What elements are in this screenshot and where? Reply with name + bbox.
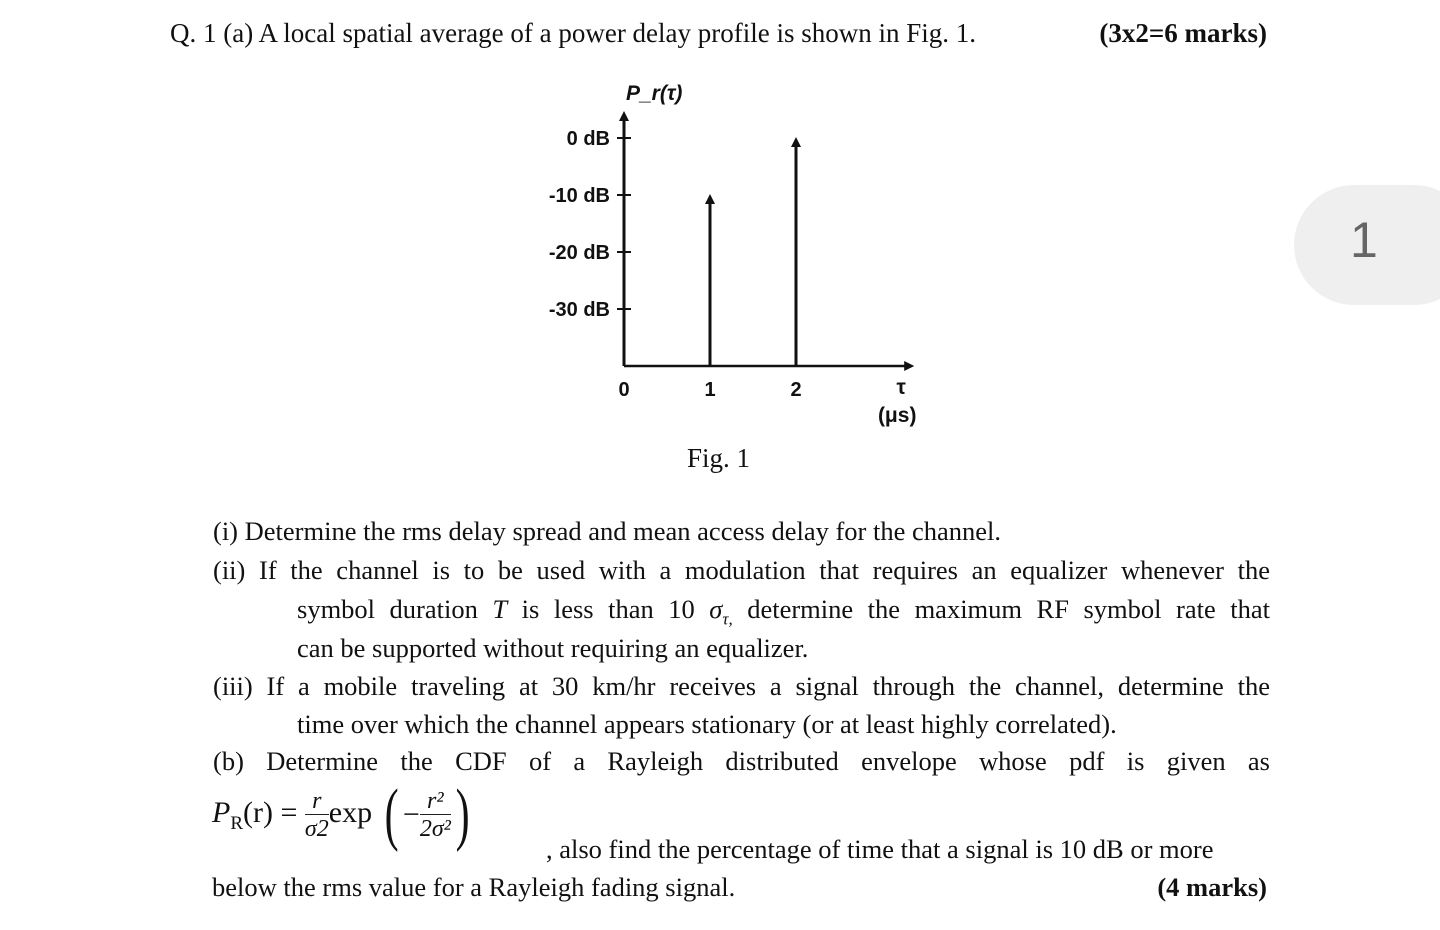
y-tick-label: -20 dB xyxy=(548,242,610,264)
formula-fraction: $\frac{r}{\sigma 2}$ xyxy=(304,787,329,842)
sigma-symbol: σ xyxy=(709,594,723,624)
x-tick-label: 1 xyxy=(704,379,716,401)
formula-sub-R: R xyxy=(230,812,244,834)
question-marks: (3x2=6 marks) xyxy=(1099,18,1267,48)
y-tick-label: -30 dB xyxy=(548,299,610,321)
x-axis-unit: (μs) xyxy=(877,404,917,427)
part-ii-text-b: is less than 10 xyxy=(507,594,710,624)
formula-minus: − xyxy=(402,798,420,831)
page-number-badge xyxy=(1294,185,1440,305)
part-ii-line1: (ii) If the channel is to be used with a modulation that requires an equalizer whenever the xyxy=(213,555,1270,585)
part-iii-line1: (iii) If a mobile traveling at 30 km/hr receives a signal through the channel, determine the xyxy=(213,671,1270,701)
formula-P: P xyxy=(212,795,231,829)
part-ii-text-a: symbol duration xyxy=(297,594,493,624)
formula-left-paren: ( xyxy=(384,776,399,853)
power-delay-profile-chart xyxy=(520,70,940,440)
part-ii-text-c: determine the maximum RF symbol rate that xyxy=(732,594,1270,624)
part-b-line3: below the rms value for a Rayleigh fading signal. xyxy=(212,872,736,902)
formula-exp: exp xyxy=(328,795,373,829)
rayleigh-pdf-formula xyxy=(212,776,474,860)
question-title: Q. 1 (a) A local spatial average of a power delay profile is shown in Fig. 1. xyxy=(170,18,977,48)
formula-inner-fraction: $\frac{\text{r²}}{\text{2σ²}}$ xyxy=(419,787,451,842)
x-tick-label: 0 xyxy=(618,379,630,401)
y-tick-label: 0 dB xyxy=(566,128,610,150)
part-b-line2: , also find the percentage of time that a signal is 10 dB or more xyxy=(546,834,1214,864)
part-b-line1: (b) Determine the CDF of a Rayleigh distributed envelope whose pdf is given as xyxy=(213,746,1270,776)
x-axis-label: τ xyxy=(896,376,906,399)
part-ii-line3: can be supported without requiring an equalizer. xyxy=(297,633,809,663)
symbol-T: T xyxy=(492,594,508,624)
y-tick-label: -10 dB xyxy=(548,185,610,207)
x-tick-label: 2 xyxy=(790,379,802,401)
formula-arg: (r) = xyxy=(243,795,298,829)
y-axis-label: P_r(τ) xyxy=(626,82,683,105)
figure-caption: Fig. 1 xyxy=(687,443,751,473)
part-iii-line2: time over which the channel appears stationary (or at least highly correlated). xyxy=(297,709,1117,739)
page-number: 1 xyxy=(1350,212,1378,268)
part-i: (i) Determine the rms delay spread and mean access delay for the channel. xyxy=(213,516,1002,546)
formula-right-paren: ) xyxy=(455,776,470,853)
part-b-marks: (4 marks) xyxy=(1157,872,1267,902)
sigma-subscript: τ, xyxy=(722,609,733,629)
